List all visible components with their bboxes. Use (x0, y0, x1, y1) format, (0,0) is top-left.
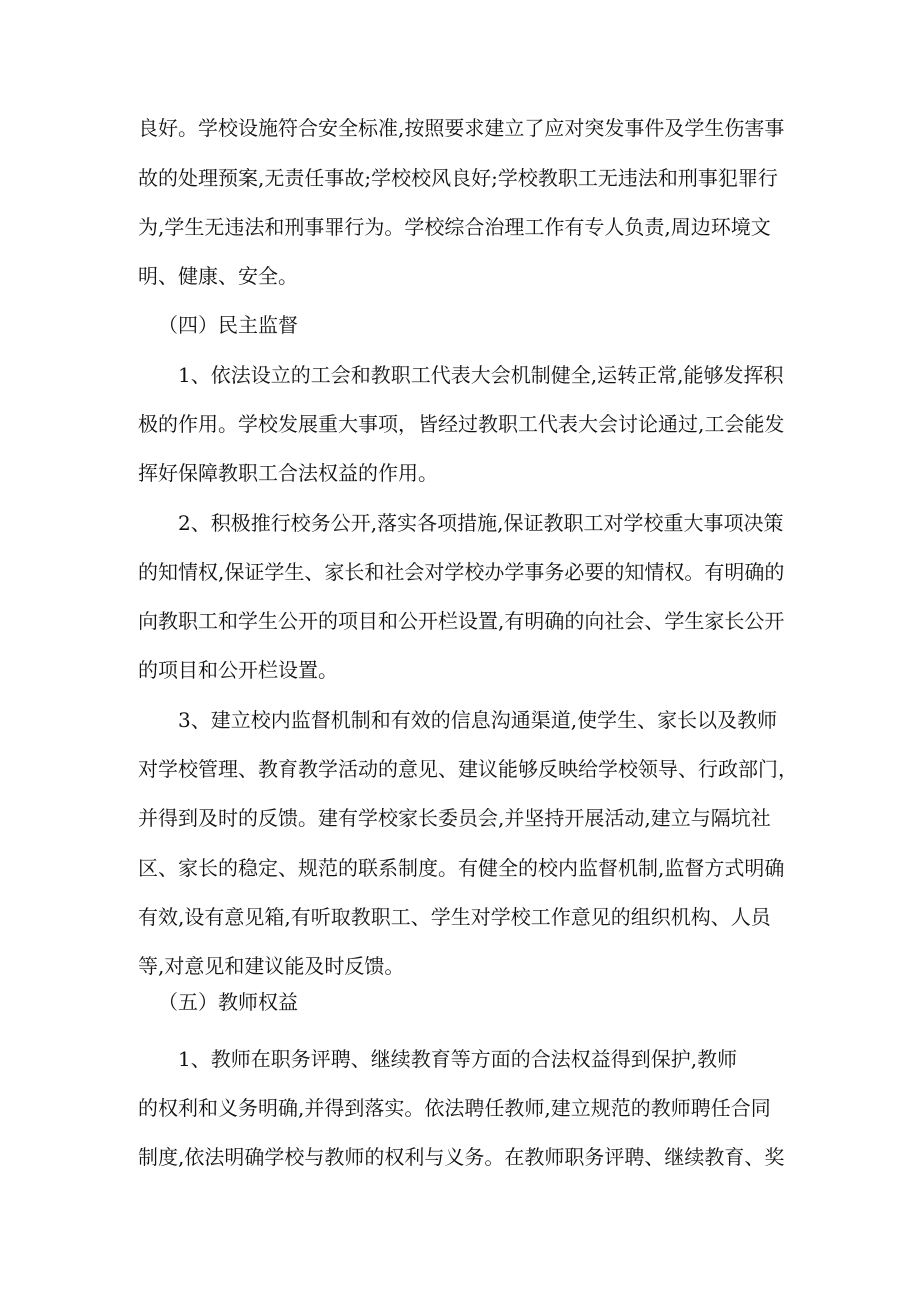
body-line: 挥好保障教职工合法权益的作用。 (138, 461, 438, 485)
body-line: 并得到及时的反馈。建有学校家长委员会,并坚持开展活动,建立与隔坑社 (138, 806, 771, 830)
body-line: 有效,设有意见箱,有听取教职工、学生对学校工作意见的组织机构、人员 (138, 905, 771, 929)
body-line: 3、建立校内监督机制和有效的信息沟通渠道,使学生、家长以及教师 (178, 708, 778, 732)
body-line: 等,对意见和建议能及时反馈。 (138, 954, 405, 978)
body-line: 1、教师在职务评聘、继续教育等方面的合法权益得到保护,教师 (178, 1047, 738, 1071)
body-line: 制度,依法明确学校与教师的权利与义务。在教师职务评聘、继续教育、奖 (138, 1145, 785, 1169)
body-line: 的知情权,保证学生、家长和社会对学校办学事务必要的知情权。有明确的 (138, 560, 785, 584)
body-line: 极的作用。学校发展重大事项，皆经过教职工代表大会讨论通过,工会能发 (138, 412, 785, 436)
body-line: 明、健康、安全。 (138, 264, 298, 288)
body-line: 2、积极推行校务公开,落实各项措施,保证教职工对学校重大事项决策 (178, 511, 784, 535)
body-line: 的项目和公开栏设置。 (138, 658, 338, 682)
section-heading: （四）民主监督 (158, 313, 298, 337)
body-line: 向教职工和学生公开的项目和公开栏设置,有明确的向社会、学生家长公开 (138, 609, 785, 633)
body-line: 区、家长的稳定、规范的联系制度。有健全的校内监督机制,监督方式明确 (138, 856, 785, 880)
body-line: 对学校管理、教育教学活动的意见、建议能够反映给学校领导、行政部门， (138, 757, 798, 781)
body-line: 的权利和义务明确,并得到落实。依法聘任教师,建立规范的教师聘任合同 (138, 1096, 771, 1120)
section-heading: （五）教师权益 (158, 990, 298, 1014)
body-line: 故的处理预案,无责任事故;学校校风良好;学校教职工无违法和刑事犯罪行 (138, 166, 778, 190)
body-line: 为,学生无违法和刑事罪行为。学校综合治理工作有专人负责,周边环境文 (138, 215, 771, 239)
body-line: 1、依法设立的工会和教职工代表大会机制健全,运转正常,能够发挥积 (178, 363, 784, 387)
body-line: 良好。学校设施符合安全标准,按照要求建立了应对突发事件及学生伤害事 (138, 116, 785, 140)
